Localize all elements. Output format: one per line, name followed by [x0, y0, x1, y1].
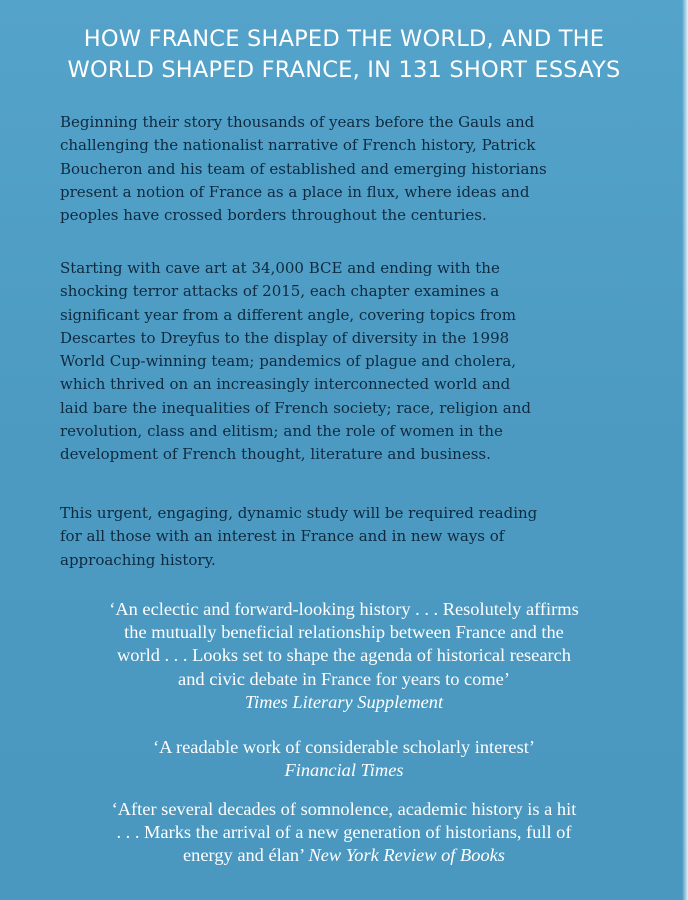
review-quote-1	[40, 598, 648, 714]
quote-line: ‘An eclectic and forward-looking history . . . Resolutely affirms	[109, 599, 579, 619]
headline	[0, 24, 688, 86]
blurb-line: shocking terror attacks of 2015, each chapter examines a	[60, 282, 500, 301]
blurb-line: World Cup-winning team; pandemics of plague and cholera,	[60, 352, 517, 371]
blurb-line: development of French thought, literature and business.	[60, 445, 491, 464]
headline-line: WORLD SHAPED FRANCE, IN 131 SHORT ESSAYS	[67, 57, 621, 83]
blurb-line: Boucheron and his team of established and emerging historians	[60, 159, 547, 178]
review-quote-2	[40, 736, 648, 782]
blurb-line: revolution, class and elitism; and the role of women in the	[60, 422, 503, 441]
quote-line: ‘A readable work of considerable scholarly interest’	[153, 737, 535, 757]
quote-line: and civic debate in France for years to come’	[178, 668, 510, 689]
blurb-line: laid bare the inequalities of French society; race, religion and	[60, 398, 531, 417]
quote-source: New York Review of Books	[308, 845, 505, 866]
blurb-line: Descartes to Dreyfus to the display of diversity in the 1998	[60, 328, 510, 347]
blurb-line: which thrived on an increasingly interconnected world and	[60, 375, 511, 394]
blurb-paragraph-3	[60, 502, 620, 572]
blurb-line: This urgent, engaging, dynamic study will be required reading	[60, 504, 538, 522]
quote-line: . . . Marks the arrival of a new generation of historians, full of	[116, 822, 572, 843]
blurb-line: Beginning their story thousands of years before the Gauls and	[60, 113, 535, 131]
blurb-paragraph-1	[60, 111, 620, 227]
blurb-line: peoples have crossed borders throughout the centuries.	[60, 206, 487, 225]
quote-line: world . . . Looks set to shape the agenda of historical research	[116, 645, 571, 666]
review-quote-3	[40, 798, 648, 868]
page-edge	[682, 0, 688, 900]
blurb-line: approaching history.	[60, 550, 216, 569]
quote-line: ‘After several decades of somnolence, academic history is a hit	[111, 799, 577, 819]
quote-source: Financial Times	[284, 760, 404, 781]
blurb-line: challenging the nationalist narrative of French history, Patrick	[60, 136, 536, 155]
blurb-line: significant year from a different angle, covering topics from	[60, 305, 516, 324]
quote-line-with-source	[40, 844, 648, 867]
blurb-line: present a notion of France as a place in flux, where ideas and	[60, 182, 530, 201]
headline-line: HOW FRANCE SHAPED THE WORLD, AND THE	[83, 26, 605, 52]
blurb-paragraph-2	[60, 257, 620, 467]
quote-text: energy and élan’	[183, 845, 304, 866]
blurb-line: for all those with an interest in France and in new ways of	[60, 527, 505, 546]
quote-line: the mutually beneficial relationship between France and the	[124, 622, 564, 643]
quote-source: Times Literary Supplement	[244, 691, 444, 712]
blurb-line: Starting with cave art at 34,000 BCE and ending with the	[60, 259, 500, 277]
